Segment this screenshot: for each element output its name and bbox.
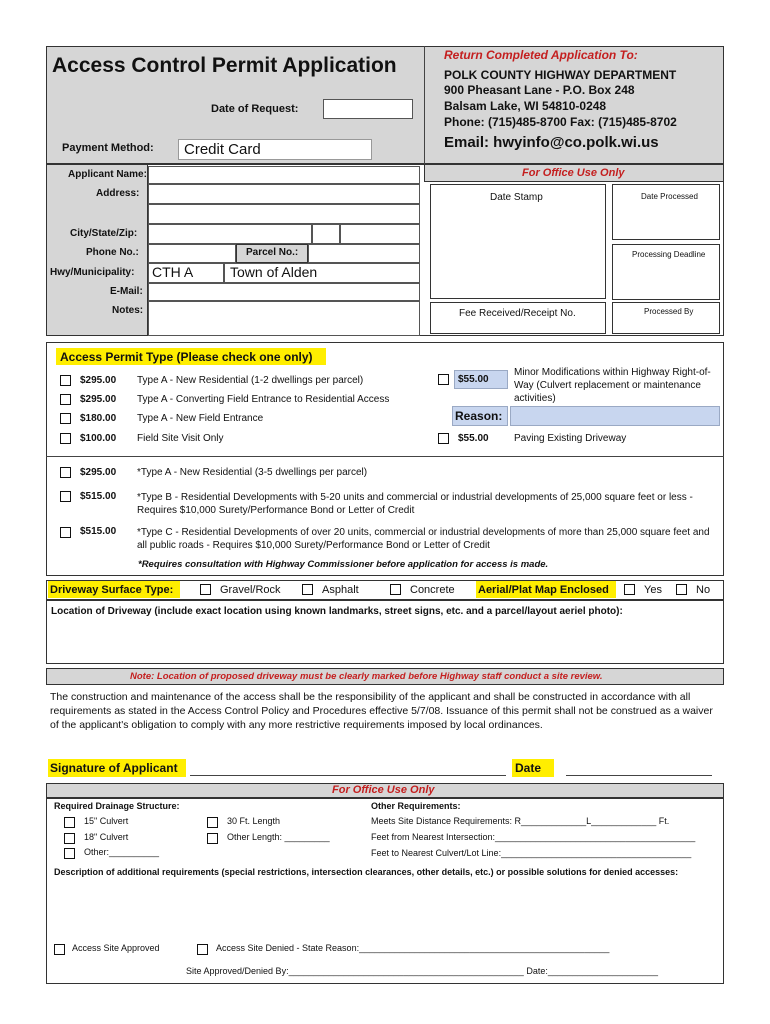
minor-price: $55.00: [458, 374, 489, 385]
permit-desc: Type A - New Field Entrance: [137, 413, 264, 424]
culvert-18-label: 18" Culvert: [84, 832, 129, 842]
municipality-value: Town of Alden: [230, 264, 318, 280]
processed-by-label: Processed By: [644, 307, 694, 316]
map-no: No: [696, 584, 711, 596]
date-stamp-label: Date Stamp: [490, 192, 543, 203]
gravel-option: Gravel/Rock: [220, 584, 281, 596]
map-yes-checkbox[interactable]: [624, 584, 635, 595]
page-title: Access Control Permit Application: [52, 54, 397, 77]
email-field[interactable]: [148, 283, 420, 301]
culvert-15-label: 15" Culvert: [84, 816, 129, 826]
applicant-name-label: Applicant Name:: [68, 169, 147, 180]
permit-desc: Type A - New Residential (1-2 dwellings per parcel): [137, 375, 364, 386]
feet-culvert: Feet to Nearest Culvert/Lot Line:______________________________________: [371, 848, 692, 858]
office-bottom-title: For Office Use Only: [332, 784, 435, 796]
permit-desc: *Type B - Residential Developments with 5-20 units and commercial or industrial developments of 25,000 square feet or less - Requires $10,000 Surety/Performance Bond or Letter of Credit: [137, 492, 693, 516]
city-state-zip-label: City/State/Zip:: [70, 228, 138, 239]
permit-desc: Type A - Converting Field Entrance to Residential Access: [137, 394, 390, 405]
concrete-option: Concrete: [410, 584, 455, 596]
culvert-other-label: Other:__________: [84, 847, 160, 857]
length-30-checkbox[interactable]: [207, 817, 218, 828]
payment-method-value: Credit Card: [184, 141, 261, 158]
paving-checkbox[interactable]: [438, 433, 449, 444]
signature-line[interactable]: [190, 775, 506, 776]
permit-price: $100.00: [80, 433, 117, 444]
notes-field[interactable]: [148, 301, 420, 336]
asphalt-checkbox[interactable]: [302, 584, 313, 595]
city-field[interactable]: [148, 224, 312, 244]
drainage-label: Required Drainage Structure:: [54, 801, 180, 811]
denied-label: Access Site Denied - State Reason:__________________________________________________: [216, 943, 610, 953]
phone-label: Phone No.:: [86, 247, 139, 258]
dept-city: Balsam Lake, WI 54810-0248: [444, 99, 607, 113]
payment-method-label: Payment Method:: [62, 142, 154, 154]
approved-by: Site Approved/Denied By:_______________________________________________ Date:______________________: [186, 966, 658, 976]
date-processed-label: Date Processed: [641, 192, 698, 201]
zip-field[interactable]: [340, 224, 420, 244]
approved-label: Access Site Approved: [72, 943, 160, 953]
permit-price: $295.00: [80, 375, 117, 386]
permit-price: $295.00: [80, 394, 117, 405]
permit-desc: *Type C - Residential Developments of over 20 units, commercial or industrial developments of more than 25,000 square feet and all public roads - Requires $10,000 Surety/Performance Bond or Letter of Credit: [137, 527, 710, 551]
fee-received-label: Fee Received/Receipt No.: [459, 308, 576, 319]
sight-distance: Meets Site Distance Requirements: R_____________L_____________ Ft.: [371, 816, 670, 826]
permit-desc: Field Site Visit Only: [137, 433, 224, 444]
address-field-line1[interactable]: [148, 184, 420, 204]
phone-field[interactable]: [148, 244, 236, 263]
dept-phone: Phone: (715)485-8700 Fax: (715)485-8702: [444, 115, 677, 129]
permit-295-multi-checkbox[interactable]: [60, 467, 71, 478]
length-other-checkbox[interactable]: [207, 833, 218, 844]
minor-modification-checkbox[interactable]: [438, 374, 449, 385]
permit-type-title: Access Permit Type (Please check one only): [60, 350, 313, 364]
minor-desc: Minor Modifications within Highway Right-of-Way (Culvert replacement or maintenance activities): [514, 367, 711, 404]
permit-515-typec-checkbox[interactable]: [60, 527, 71, 538]
signature-date-line[interactable]: [566, 775, 712, 776]
denied-checkbox[interactable]: [197, 944, 208, 955]
permit-desc: *Type A - New Residential (3-5 dwellings per parcel): [137, 467, 368, 478]
state-field[interactable]: [312, 224, 340, 244]
permit-180-field-checkbox[interactable]: [60, 413, 71, 424]
processing-deadline-label: Processing Deadline: [632, 250, 706, 259]
permit-price: $295.00: [80, 467, 117, 478]
dept-address: 900 Pheasant Lane - P.O. Box 248: [444, 83, 635, 97]
map-yes: Yes: [644, 584, 662, 596]
office-top-title: For Office Use Only: [522, 167, 625, 179]
reason-label: Reason:: [455, 409, 503, 423]
hwy-value: CTH A: [152, 264, 194, 280]
return-label: Return Completed Application To:: [444, 48, 638, 62]
culvert-other-checkbox[interactable]: [64, 848, 75, 859]
asphalt-option: Asphalt: [322, 584, 359, 596]
site-review-note: Note: Location of proposed driveway must be clearly marked before Highway staff conduct a site review.: [130, 671, 603, 682]
date-of-request-label: Date of Request:: [211, 103, 299, 115]
parcel-field[interactable]: [308, 244, 420, 263]
map-no-checkbox[interactable]: [676, 584, 687, 595]
permit-section-divider: [46, 456, 724, 457]
notice-body: The construction and maintenance of the access shall be the responsibility of the applicant and shall be constructed in accordance with all requirements as stated in the Access Control Policy and Procedures effective 5/7/08. Issuance of this permit shall not be construed as a waiver of the applicant's obligation to comply with any more restrictive requirements imposed by local ordinances.: [50, 691, 713, 731]
email-label: E-Mail:: [110, 286, 143, 297]
permit-295-residential-checkbox[interactable]: [60, 375, 71, 386]
permit-price: $515.00: [80, 526, 117, 537]
culvert-18-checkbox[interactable]: [64, 833, 75, 844]
dept-name: POLK COUNTY HIGHWAY DEPARTMENT: [444, 68, 677, 82]
notes-label: Notes:: [112, 305, 144, 316]
dept-email[interactable]: Email: hwyinfo@co.polk.wi.us: [444, 134, 659, 151]
parcel-label: Parcel No.:: [246, 247, 299, 258]
address-field-line2[interactable]: [148, 204, 420, 224]
permit-100-visit-checkbox[interactable]: [60, 433, 71, 444]
date-of-request-field[interactable]: [323, 99, 413, 119]
length-30-label: 30 Ft. Length: [227, 816, 281, 826]
surface-type-label: Driveway Surface Type:: [50, 584, 174, 596]
approved-checkbox[interactable]: [54, 944, 65, 955]
hwy-municipality-label: Hwy/Municipality:: [50, 267, 135, 278]
signature-date-label: Date: [515, 761, 542, 775]
paving-desc: Paving Existing Driveway: [514, 433, 627, 444]
location-label: Location of Driveway (include exact location using known landmarks, street signs, etc. and a parcel/layout aeriel photo):: [51, 606, 623, 617]
permit-price: $180.00: [80, 413, 117, 424]
address-label: Address:: [96, 188, 140, 199]
other-requirements-label: Other Requirements:: [371, 801, 461, 811]
gravel-checkbox[interactable]: [200, 584, 211, 595]
applicant-name-field[interactable]: [148, 166, 420, 184]
culvert-15-checkbox[interactable]: [64, 817, 75, 828]
map-enclosed-label: Aerial/Plat Map Enclosed: [478, 584, 609, 596]
length-other-label: Other Length: _________: [227, 832, 330, 842]
paving-price: $55.00: [458, 433, 489, 444]
reason-field[interactable]: [510, 406, 720, 426]
permit-price: $515.00: [80, 491, 117, 502]
description-label: Description of additional requirements (special restrictions, intersection clearances, other details, etc.) or possible solutions for denied accesses:: [54, 867, 679, 877]
permit-295-converting-checkbox[interactable]: [60, 394, 71, 405]
feet-intersection: Feet from Nearest Intersection:________________________________________: [371, 832, 696, 842]
concrete-checkbox[interactable]: [390, 584, 401, 595]
header-divider: [424, 46, 425, 164]
consultation-note: *Requires consultation with Highway Commissioner before application for access is made.: [138, 559, 549, 570]
permit-515-typeb-checkbox[interactable]: [60, 491, 71, 502]
signature-label: Signature of Applicant: [50, 761, 178, 775]
